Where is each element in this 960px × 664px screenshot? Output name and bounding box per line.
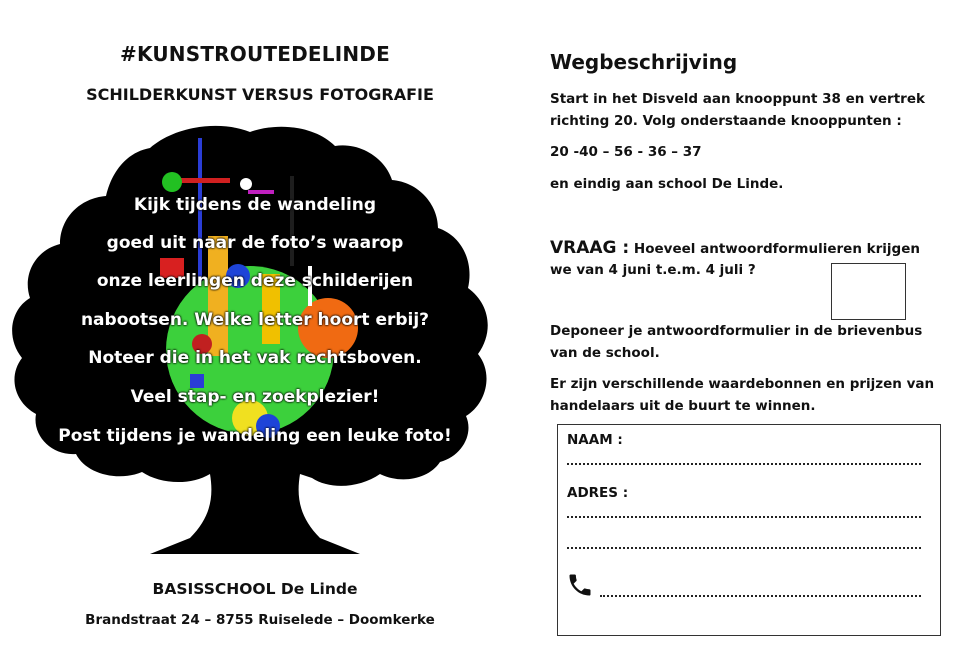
- tree-text-line: Kijk tijdens de wandeling: [133, 195, 377, 215]
- entry-form: [557, 424, 941, 636]
- tree-painting-illustration: [0, 118, 510, 558]
- tree-text-line: goed uit naar de foto’s waarop: [106, 233, 404, 253]
- deposit-line-1: Deponeer je antwoordformulier in de brievenbus: [550, 323, 923, 339]
- school-name: BASISSCHOOL De Linde: [152, 580, 358, 598]
- phone-field[interactable]: [600, 595, 921, 597]
- deposit-line-2: van de school.: [550, 345, 660, 361]
- tree-text-line: onze leerlingen deze schilderijen: [96, 271, 414, 291]
- address-label: ADRES :: [567, 485, 629, 501]
- prizes-line-1: Er zijn verschillende waardebonnen en prijzen van: [550, 376, 935, 392]
- directions-line-1: Start in het Disveld aan knooppunt 38 en vertrek: [550, 91, 925, 107]
- hashtag-title: #KUNSTROUTEDELINDE: [120, 42, 390, 66]
- tree-text-line: Post tijdens je wandeling een leuke foto!: [58, 426, 452, 446]
- question-label: VRAAG :: [550, 238, 630, 258]
- node-sequence: 20 -40 – 56 - 36 – 37: [550, 144, 702, 160]
- question-line-2: we van 4 juni t.e.m. 4 juli ?: [550, 262, 756, 278]
- answer-box[interactable]: [831, 263, 906, 320]
- address-field-2[interactable]: [567, 547, 921, 549]
- directions-title: Wegbeschrijving: [550, 50, 738, 74]
- address-field-1[interactable]: [567, 516, 921, 518]
- tree-text-line: nabootsen. Welke letter hoort erbij?: [80, 310, 430, 330]
- directions-line-2: richting 20. Volg onderstaande knooppunten :: [550, 113, 902, 129]
- right-panel: [550, 0, 950, 664]
- directions-end: en eindig aan school De Linde.: [550, 176, 784, 192]
- school-address: Brandstraat 24 – 8755 Ruiselede – Doomkerke: [85, 612, 435, 628]
- prizes-line-2: handelaars uit de buurt te winnen.: [550, 398, 816, 414]
- tree-text-line: Noteer die in het vak rechtsboven.: [88, 348, 422, 368]
- question-text: Hoeveel antwoordformulieren krijgen: [629, 241, 920, 257]
- tree-text-line: Veel stap- en zoekplezier!: [130, 387, 380, 407]
- question-line-1: [550, 238, 920, 258]
- name-field[interactable]: [567, 463, 921, 465]
- name-label: NAAM :: [567, 432, 623, 448]
- phone-icon: [566, 571, 594, 599]
- subtitle: SCHILDERKUNST VERSUS FOTOGRAFIE: [86, 85, 434, 104]
